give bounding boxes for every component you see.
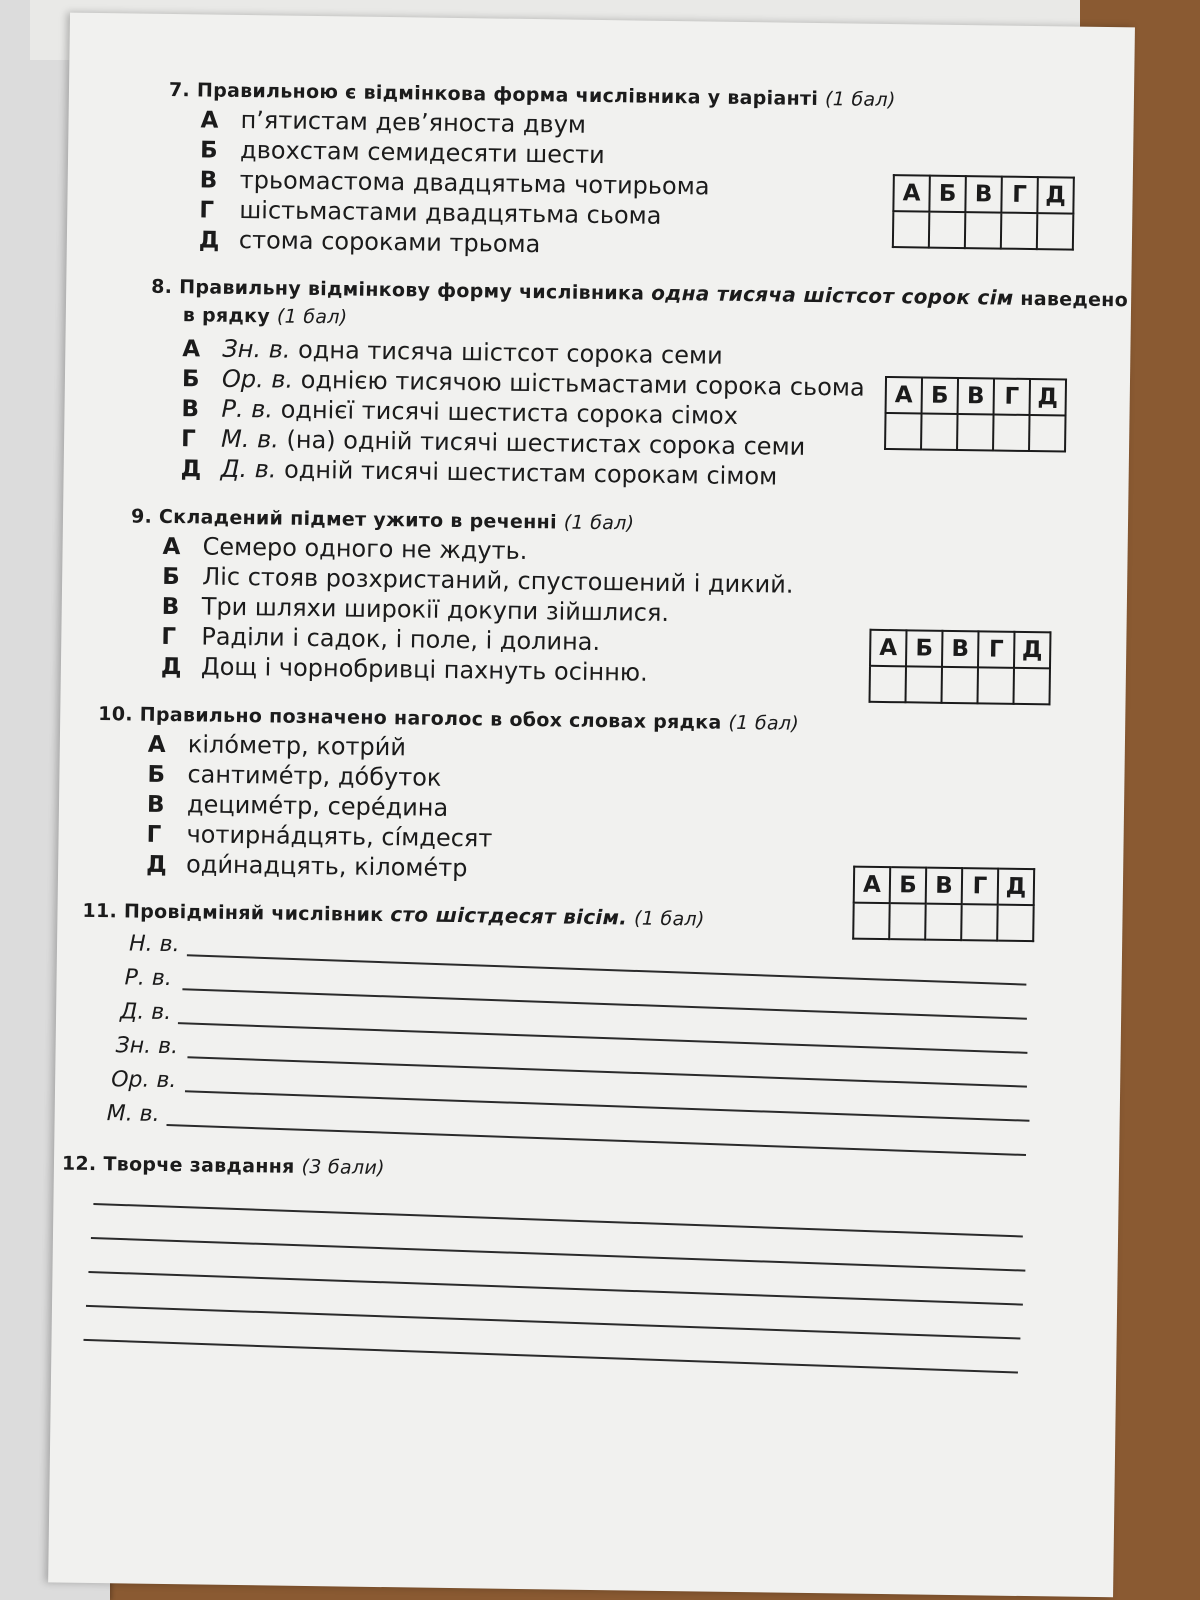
question-text: Провідміняй числівник — [123, 900, 384, 927]
case-label-loc: М. в. — [106, 1101, 160, 1127]
option-text: Дощ і чорнобривці пахнуть осінню. — [200, 652, 648, 687]
question-emphasis: одна тисяча шістсот сорок сім — [651, 280, 1014, 310]
answer-grid-9 — [868, 629, 1051, 706]
grid-header-a: А — [886, 377, 922, 413]
grid-cell-h[interactable] — [1001, 213, 1037, 249]
question-points: (3 бали) — [301, 1155, 385, 1180]
question-number: 8. — [151, 275, 173, 299]
question-text: в рядку — [182, 304, 271, 328]
option-letter: Б — [161, 563, 180, 591]
grid-cell-b[interactable] — [929, 212, 965, 248]
option-text: однієї тисячі шестиста сорока сімох — [280, 395, 739, 430]
question-text: Правильною є відмінкова форма числівника у варіанті — [196, 79, 819, 111]
question-7-options — [199, 105, 896, 265]
grid-header-a: А — [893, 175, 929, 211]
question-text: Складений підмет ужито в реченні — [158, 505, 558, 534]
option-text: двохстам семидесяти шести — [239, 135, 605, 170]
answer-line-loc[interactable] — [166, 1124, 1026, 1156]
answer-line-acc[interactable] — [187, 1056, 1027, 1087]
grid-cell-b[interactable] — [906, 666, 942, 702]
grid-header-a: А — [870, 630, 906, 666]
option-letter: Г — [161, 623, 177, 651]
grid-cell-v[interactable] — [941, 667, 977, 703]
option-letter: А — [147, 731, 166, 758]
question-text-end: наведено — [1020, 287, 1129, 312]
grid-header-v: В — [926, 868, 962, 904]
option-text: чотирна́дцять, сі́мдесят — [186, 820, 493, 853]
grid-header-d: Д — [1037, 177, 1073, 213]
option-letter: Б — [147, 761, 166, 788]
grid-header-h: Г — [978, 631, 1014, 667]
option-text: дециме́тр, сере́дина — [186, 790, 449, 822]
question-points: (1 бал) — [276, 305, 348, 329]
grid-header-d: Д — [1030, 379, 1066, 415]
grid-header-v: В — [965, 176, 1001, 212]
question-9 — [129, 505, 795, 690]
question-number: 12. — [61, 1152, 97, 1176]
worksheet-page — [48, 13, 1135, 1598]
option-letter: Б — [199, 137, 218, 164]
answer-line-nom[interactable] — [187, 954, 1027, 985]
option-text: оди́надцять, кіломе́тр — [185, 850, 468, 883]
question-11-title — [82, 898, 704, 931]
case-label-dat: Д. в. — [119, 999, 172, 1026]
option-text: Семеро одного не ждуть. — [202, 532, 528, 566]
question-9-options — [161, 532, 794, 691]
question-12-title — [62, 1153, 385, 1180]
question-number: 11. — [82, 899, 118, 923]
option-letter: В — [161, 593, 180, 621]
grid-cell-a[interactable] — [853, 903, 889, 939]
option-case: Д. в. — [220, 454, 277, 484]
option-case: Зн. в. — [222, 334, 291, 364]
question-text: Правильну відмінкову форму числівника — [179, 276, 645, 305]
grid-cell-h[interactable] — [993, 414, 1029, 450]
option-text: трьомастома двадцятьма чотирьома — [239, 165, 710, 201]
grid-header-h: Г — [962, 868, 998, 904]
question-7 — [167, 79, 896, 265]
grid-header-a: А — [854, 867, 890, 903]
grid-cell-v[interactable] — [957, 414, 993, 450]
case-label-nom: Н. в. — [128, 931, 180, 958]
option-text: Ліс стояв розхристаний, спустошений і дикий. — [201, 562, 794, 599]
option-case: Ор. в. — [221, 364, 294, 394]
option-letter: Г — [199, 197, 215, 224]
option-text: одній тисячі шестистам сорокам сімом — [283, 455, 778, 491]
question-points: (1 бал) — [728, 711, 800, 735]
grid-cell-a[interactable] — [893, 211, 929, 247]
option-letter: Г — [180, 426, 196, 453]
grid-cell-d[interactable] — [997, 905, 1033, 941]
option-text: Раділи і садок, і поле, і долина. — [201, 622, 601, 657]
grid-header-h: Г — [994, 379, 1030, 415]
answer-grid-8 — [884, 376, 1067, 453]
case-label-gen: Р. в. — [124, 965, 172, 992]
question-10 — [96, 703, 799, 889]
question-text: Правильно позначено наголос в обох словах рядка — [139, 703, 722, 734]
option-letter: А — [182, 336, 201, 363]
grid-cell-a[interactable] — [870, 666, 906, 702]
option-letter: Д — [198, 227, 220, 254]
option-text: (на) одній тисячі шестистах сорока семи — [286, 425, 806, 461]
option-case: Р. в. — [221, 394, 274, 424]
writing-line-5[interactable] — [83, 1339, 1018, 1374]
option-letter: Д — [145, 851, 167, 878]
option-text: Три шляхи широкії докупи зійшлися. — [201, 592, 670, 627]
answer-grid-7 — [892, 174, 1075, 251]
option-letter: Б — [181, 366, 200, 393]
grid-header-h: Г — [1001, 177, 1037, 213]
grid-header-b: Б — [890, 867, 926, 903]
answer-line-dat[interactable] — [178, 1022, 1028, 1054]
option-text: одна тисяча шістсот сорока семи — [297, 335, 723, 370]
option-text: однією тисячою шістьмастами сорока сьома — [300, 365, 865, 402]
option-text: шістьмастами двадцятьма сьома — [239, 195, 662, 230]
grid-header-b: Б — [929, 176, 965, 212]
option-case: М. в. — [220, 424, 280, 454]
option-text: сантиме́тр, до́буток — [187, 760, 442, 792]
question-number: 10. — [98, 703, 133, 726]
grid-header-d: Д — [998, 869, 1034, 905]
option-letter: А — [200, 107, 219, 134]
question-emphasis: сто шістдесят вісім. — [390, 902, 628, 930]
case-label-acc: Зн. в. — [115, 1033, 179, 1060]
case-label-ins: Ор. в. — [110, 1067, 177, 1094]
option-text: п’ятистам дев’яноста двум — [240, 105, 587, 139]
option-letter: В — [199, 167, 218, 194]
question-points: (1 бал) — [563, 511, 635, 535]
writing-line-1[interactable] — [93, 1203, 1023, 1237]
grid-cell-d[interactable] — [1029, 415, 1065, 451]
question-text: Творче завдання — [103, 1153, 295, 1178]
option-letter: Д — [160, 653, 182, 681]
grid-cell-d[interactable] — [1013, 668, 1049, 704]
writing-line-4[interactable] — [86, 1305, 1021, 1340]
writing-line-3[interactable] — [88, 1271, 1023, 1306]
question-11 — [82, 898, 704, 931]
grid-header-v: В — [958, 378, 994, 414]
grid-cell-a[interactable] — [885, 413, 921, 449]
grid-cell-d[interactable] — [1037, 213, 1073, 249]
grid-header-b: Б — [922, 377, 958, 413]
grid-cell-h[interactable] — [961, 904, 997, 940]
grid-header-v: В — [942, 631, 978, 667]
option-letter: А — [162, 533, 181, 561]
question-10-options — [146, 730, 799, 889]
answer-grid-10 — [852, 866, 1035, 943]
question-points: (1 бал) — [633, 907, 705, 931]
option-text: кіло́метр, котри́й — [187, 730, 407, 762]
question-number: 7. — [168, 78, 191, 102]
writing-line-2[interactable] — [91, 1237, 1026, 1272]
answer-line-gen[interactable] — [182, 988, 1027, 1019]
grid-cell-h[interactable] — [977, 667, 1013, 703]
question-number: 9. — [130, 505, 153, 528]
option-letter: Д — [180, 456, 202, 483]
question-12 — [62, 1153, 385, 1180]
grid-cell-v[interactable] — [925, 904, 961, 940]
answer-line-ins[interactable] — [185, 1090, 1030, 1121]
grid-cell-b[interactable] — [921, 413, 957, 449]
grid-header-d: Д — [1014, 632, 1050, 668]
question-points: (1 бал) — [824, 88, 896, 112]
bleed-through — [648, 1401, 950, 1585]
option-letter: Г — [146, 821, 162, 848]
grid-cell-b[interactable] — [889, 903, 925, 939]
grid-header-b: Б — [906, 630, 942, 666]
question-8-title-line2 — [183, 304, 1128, 339]
option-letter: В — [181, 396, 200, 423]
option-letter: В — [146, 791, 165, 818]
grid-cell-v[interactable] — [965, 212, 1001, 248]
option-text: стома сороками трьома — [238, 225, 541, 259]
